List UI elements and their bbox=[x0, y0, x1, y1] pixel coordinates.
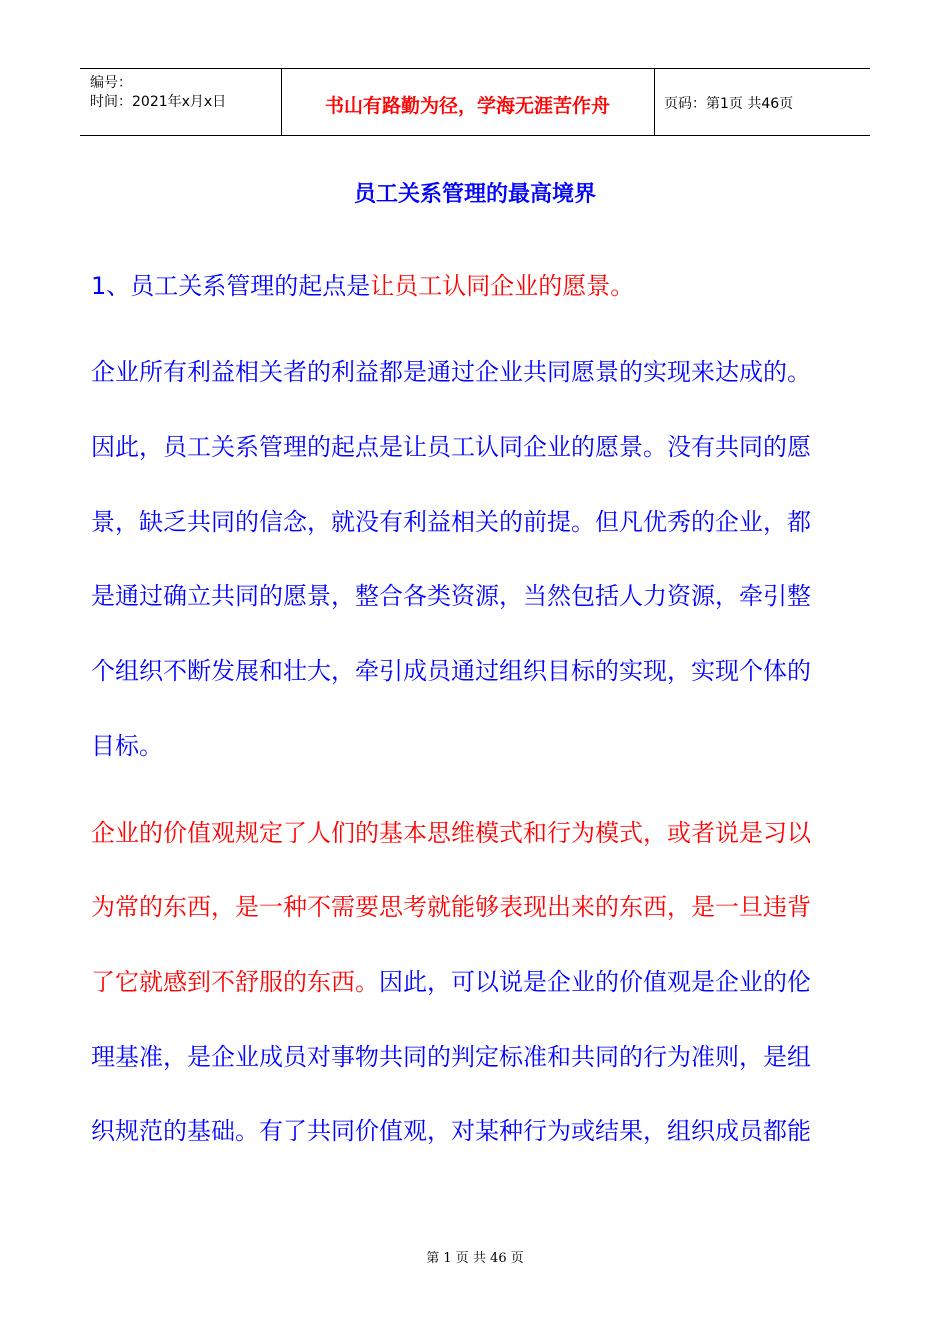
heading-highlight: 让员工认同企业的愿景。 bbox=[370, 272, 635, 300]
header-page-cell bbox=[654, 69, 870, 135]
paragraph-line: 企业所有利益相关者的利益都是通过企业共同愿景的实现来达成的。 bbox=[91, 358, 811, 386]
document-title: 员工关系管理的最高境界 bbox=[353, 182, 596, 207]
paragraph-line: 因此，员工关系管理的起点是让员工认同企业的愿景。没有共同的愿 bbox=[91, 433, 811, 461]
document-header bbox=[80, 68, 870, 136]
paragraph-line: 个组织不断发展和壮大，牵引成员通过组织目标的实现，实现个体的 bbox=[91, 657, 811, 685]
paragraph-line: 景，缺乏共同的信念，就没有利益相关的前提。但凡优秀的企业，都 bbox=[91, 508, 811, 536]
paragraph-line: 目标。 bbox=[91, 732, 163, 760]
header-motto-cell bbox=[281, 69, 655, 135]
date-label: 时间：2021年x月x日 bbox=[90, 94, 227, 110]
paragraph-line: 是通过确立共同的愿景，整合各类资源，当然包括人力资源，牵引整 bbox=[91, 582, 811, 610]
page-info: 页码：第1页 共46页 bbox=[664, 96, 794, 112]
motto-text: 书山有路勤为径，学海无涯苦作舟 bbox=[324, 95, 610, 117]
section-heading-1 bbox=[91, 266, 861, 301]
mixed-blue-text: 因此，可以说是企业的价值观是企业的伦 bbox=[379, 968, 811, 996]
paragraph-line: 织规范的基础。有了共同价值观，对某种行为或结果，组织成员都能 bbox=[91, 1117, 811, 1145]
serial-number-label: 编号： bbox=[90, 75, 132, 91]
paragraph-line: 理基准，是企业成员对事物共同的判定标准和共同的行为准则，是组 bbox=[91, 1043, 811, 1071]
page-footer: 第 1 页 共 46 页 bbox=[426, 1251, 524, 1266]
paragraph-line: 企业的价值观规定了人们的基本思维模式和行为模式，或者说是习以 bbox=[91, 819, 811, 847]
header-meta-cell bbox=[80, 69, 282, 135]
heading-prefix: 1、员工关系管理的起点是 bbox=[91, 272, 371, 300]
mixed-red-text: 了它就感到不舒服的东西。 bbox=[91, 968, 379, 996]
paragraph-line-mixed bbox=[91, 962, 861, 997]
paragraph-line: 为常的东西，是一种不需要思考就能够表现出来的东西，是一旦违背 bbox=[91, 893, 811, 921]
